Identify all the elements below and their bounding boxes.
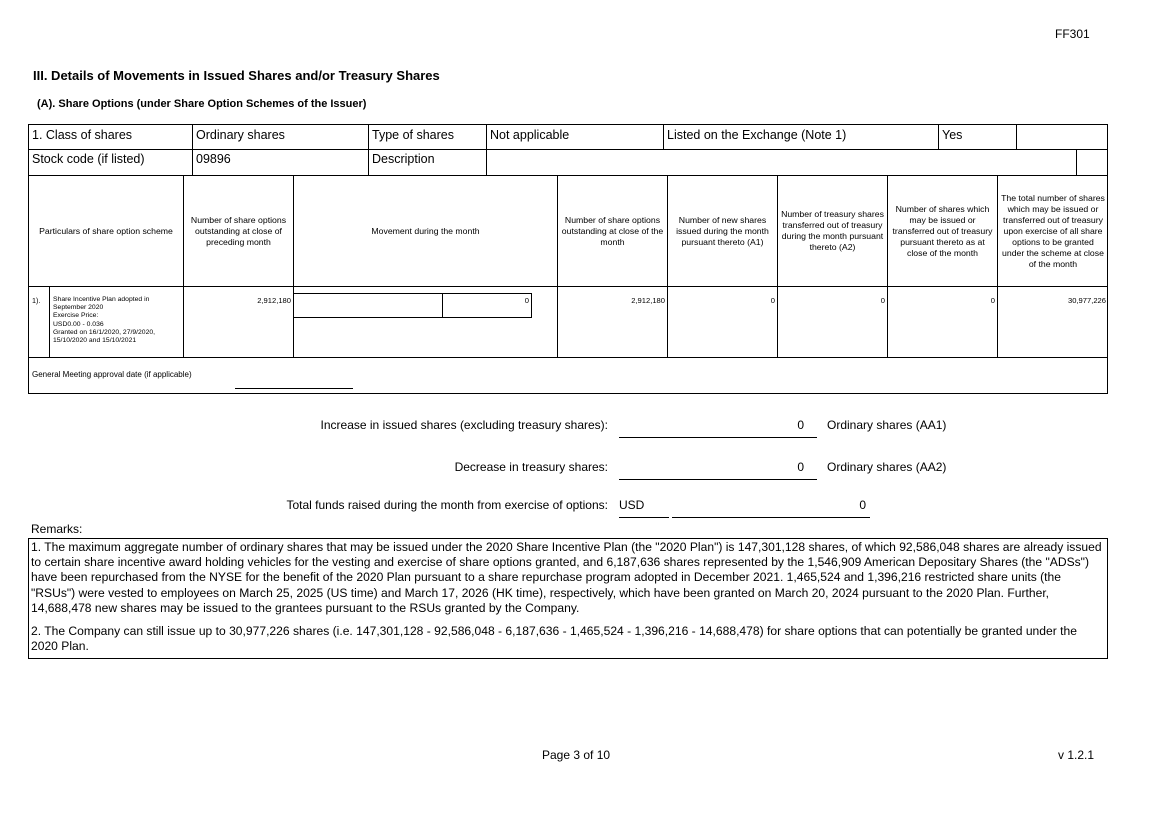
decrease-value: 0 xyxy=(797,460,804,474)
header-movement: Movement during the month xyxy=(371,225,480,236)
funds-currency: USD xyxy=(619,498,645,512)
outstanding-prev-value: 2,912,180 xyxy=(257,296,291,305)
class-value: Ordinary shares xyxy=(192,125,368,149)
row1-blank-cell xyxy=(1016,125,1108,149)
remarks-box xyxy=(28,538,1108,659)
section-title: III. Details of Movements in Issued Shares and/or Treasury Shares xyxy=(33,68,440,83)
total-value: 30,977,226 xyxy=(1067,296,1106,305)
decrease-unit: Ordinary shares (AA2) xyxy=(827,460,947,474)
header-treasury: Number of treasury shares transferred out of treasury during the month pursuant thereto (A2) xyxy=(781,209,884,252)
treasury-value: 0 xyxy=(880,296,885,305)
form-code: FF301 xyxy=(1055,27,1090,41)
funds-value: 0 xyxy=(859,498,866,512)
class-label: 1. Class of shares xyxy=(32,128,133,142)
stock-code-row xyxy=(28,149,1108,176)
description-value xyxy=(486,149,1076,175)
may-be-issued-value: 0 xyxy=(990,296,995,305)
gm-approval-label: General Meeting approval date (if applicable) xyxy=(32,370,192,379)
page-number: Page 3 of 10 xyxy=(542,748,611,762)
header-outstanding-prev: Number of share options outstanding at close of preceding month xyxy=(190,214,287,247)
description-label: Description xyxy=(368,149,486,175)
row2-blank-cell xyxy=(1076,149,1108,175)
header-may-be-issued: Number of shares which may be issued or transferred out of treasury pursuant thereto as at close of the month xyxy=(892,203,993,258)
remark-2: 2. The Company can still issue up to 30,977,226 shares (i.e. 147,301,128 - 92,586,048 - 6,187,636 - 1,465,524 - 1,396,216 - 14,688,478) for share options that can potentially be granted under the 2020 Plan. xyxy=(31,624,1077,654)
type-label: Type of shares xyxy=(368,125,486,149)
decrease-label: Decrease in treasury shares: xyxy=(454,460,608,474)
header-new-shares: Number of new shares issued during the month pursuant thereto (A1) xyxy=(676,214,769,247)
plan-description: Share Incentive Plan adopted in September 2020 Exercise Price: USD0.00 - 0.036 Granted on 16/1/2020, 27/9/2020, 15/10/2020 and 15/10/2021 xyxy=(53,296,156,345)
listed-label: Listed on the Exchange (Note 1) xyxy=(663,125,938,149)
remarks-label: Remarks: xyxy=(31,522,83,536)
header-outstanding-close: Number of share options outstanding at close of the month xyxy=(561,214,664,247)
type-value: Not applicable xyxy=(486,125,663,149)
subsection-title: (A). Share Options (under Share Option Schemes of the Issuer) xyxy=(37,98,367,110)
increase-value: 0 xyxy=(797,418,804,432)
stock-code-label: Stock code (if listed) xyxy=(32,152,145,166)
movement-value: 0 xyxy=(524,296,529,305)
class-of-shares-row xyxy=(28,124,1108,150)
new-shares-value: 0 xyxy=(770,296,775,305)
increase-label: Increase in issued shares (excluding treasury shares): xyxy=(320,418,608,432)
gm-approval-date-field xyxy=(235,388,353,389)
version-label: v 1.2.1 xyxy=(1058,748,1095,762)
share-options-table xyxy=(28,176,1108,394)
row-index: 1). xyxy=(32,296,41,305)
funds-label: Total funds raised during the month from exercise of options: xyxy=(286,498,608,512)
header-particulars: Particulars of share option scheme xyxy=(39,225,173,236)
increase-unit: Ordinary shares (AA1) xyxy=(827,418,947,432)
remark-1: 1. The maximum aggregate number of ordinary shares that may be issued under the 2020 Share Incentive Plan (the "2020 Plan") is 147,301,128 shares, of which 92,586,048 shares are already issued to certain share incentive award holding vehicles for the vesting and exercise of share options granted, and 6,187,636 shares represented by the 1,546,909 American Depositary Shares (the "ADSs") have been repurchased from the NYSE for the benefit of the 2020 Plan pursuant to a share repurchase program adopted in December 2021. 1,465,524 and 1,396,216 restricted share units (the "RSUs") were vested to employees on March 25, 2025 (US time) and March 17, 2026 (HK time), respectively, which have been granted on March 20, 2024 pursuant to the 2020 Plan. Further, 14,688,478 new shares may be issued to the grantees pursuant to the RSUs granted by the Company. xyxy=(31,540,1102,615)
stock-code-value: 09896 xyxy=(192,149,368,175)
outstanding-close-value: 2,912,180 xyxy=(631,296,665,305)
listed-value: Yes xyxy=(938,125,1016,149)
header-total: The total number of shares which may be issued or transferred out of treasury upon exercise of all share options to be granted under the scheme at close of the month xyxy=(1001,192,1105,269)
